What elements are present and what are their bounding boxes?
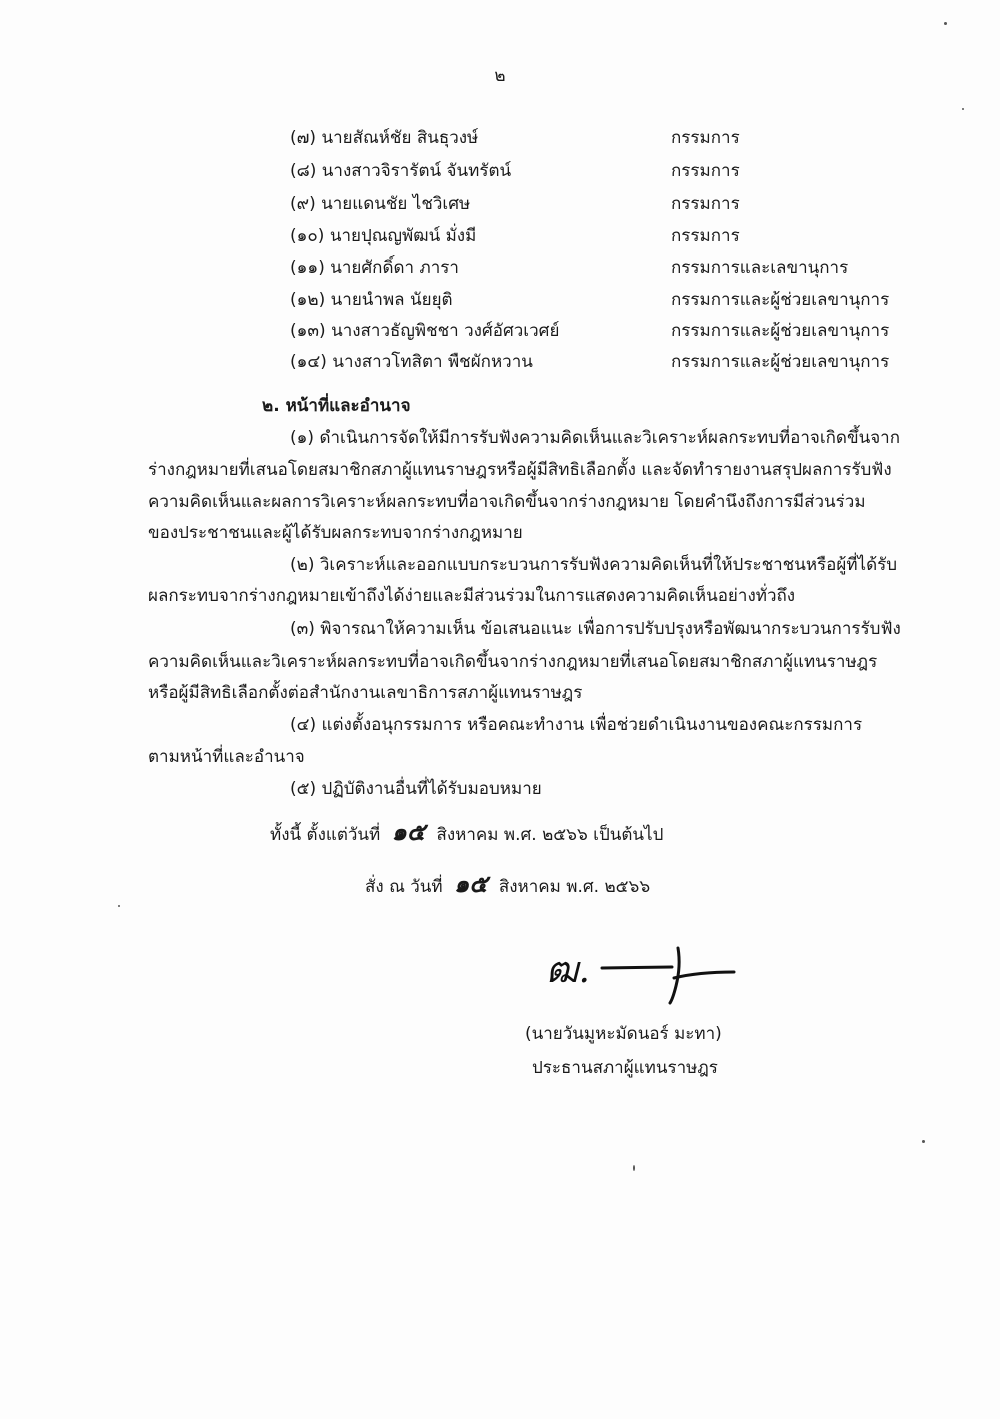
duty-3-line-1: (๓) พิจารณาให้ความเห็น ข้อเสนอแนะ เพื่อการปรับปรุงหรือพัฒนากระบวนการรับฟัง — [290, 619, 901, 639]
signer-name: (นายวันมูหะมัดนอร์ มะทา) — [525, 1024, 722, 1044]
member-name: (๘) นางสาวจิรารัตน์ จันทรัตน์ — [290, 161, 512, 181]
member-role: กรรมการและผู้ช่วยเลขานุการ — [671, 321, 890, 341]
member-name: (๑๒) นายนำพล นัยยุติ — [290, 290, 453, 310]
effective-date-suffix: สิงหาคม พ.ศ. ๒๕๖๖ เป็นต้นไป — [436, 825, 664, 845]
member-row — [0, 347, 1000, 377]
member-name: (๙) นายแดนชัย ไชวิเศษ — [290, 194, 471, 214]
handwritten-signature — [540, 940, 740, 1010]
order-date-day: ๑๕ — [454, 869, 488, 898]
page-number: ๒ — [494, 66, 506, 86]
duty-3-line-3: หรือผู้มีสิทธิเลือกตั้งต่อสำนักงานเลขาธิการสภาผู้แทนราษฎร — [148, 683, 583, 703]
signature-text: ฒ. — [546, 950, 590, 991]
order-date-prefix: สั่ง ณ วันที่ — [365, 877, 443, 897]
member-role: กรรมการ — [671, 128, 740, 148]
duty-1-line-4: ของประชาชนและผู้ได้รับผลกระทบจากร่างกฎหมาย — [148, 523, 523, 543]
duty-3-line-2: ความคิดเห็นและวิเคราะห์ผลกระทบที่อาจเกิดขึ้นจากร่างกฎหมายที่เสนอโดยสมาชิกสภาผู้แทนราษฎร — [148, 652, 878, 672]
duty-4-line-2: ตามหน้าที่และอำนาจ — [148, 747, 305, 767]
order-date-suffix: สิงหาคม พ.ศ. ๒๕๖๖ — [498, 877, 651, 897]
member-role: กรรมการและผู้ช่วยเลขานุการ — [671, 352, 890, 372]
effective-date-prefix: ทั้งนี้ ตั้งแต่วันที่ — [270, 825, 381, 845]
member-name: (๑๐) นายปุณญพัฒน์ มั่งมี — [290, 226, 477, 246]
member-row — [0, 316, 1000, 346]
order-date-line — [365, 864, 650, 903]
duty-2-line-2: ผลกระทบจากร่างกฎหมายเข้าถึงได้ง่ายและมีส่วนร่วมในการแสดงความคิดเห็นอย่างทั่วถึง — [148, 586, 796, 606]
scan-speck — [962, 108, 964, 110]
member-name: (๑๓) นางสาวธัญพิชชา วงศ์อัศวเวศย์ — [290, 321, 560, 341]
member-row — [0, 189, 1000, 219]
member-role: กรรมการและเลขานุการ — [671, 258, 849, 278]
scan-speck — [922, 1140, 925, 1143]
member-row — [0, 285, 1000, 315]
signer-title: ประธานสภาผู้แทนราษฎร — [532, 1058, 718, 1078]
scan-speck — [118, 905, 120, 907]
duty-2-line-1: (๒) วิเคราะห์และออกแบบกระบวนการรับฟังความคิดเห็นที่ให้ประชาชนหรือผู้ที่ได้รับ — [290, 555, 898, 575]
scan-speck — [633, 1165, 635, 1171]
member-name: (๗) นายสัณห์ชัย สินธุวงษ์ — [290, 128, 479, 148]
member-role: กรรมการ — [671, 226, 740, 246]
member-row — [0, 156, 1000, 186]
duty-1-line-1: (๑) ดำเนินการจัดให้มีการรับฟังความคิดเห็นและวิเคราะห์ผลกระทบที่อาจเกิดขึ้นจาก — [290, 428, 901, 448]
effective-date-day: ๑๕ — [391, 817, 426, 846]
member-role: กรรมการ — [671, 194, 740, 214]
effective-date-line — [270, 812, 663, 851]
member-row — [0, 123, 1000, 153]
duty-1-line-2: ร่างกฎหมายที่เสนอโดยสมาชิกสภาผู้แทนราษฎรหรือผู้มีสิทธิเลือกตั้ง และจัดทำรายงานสรุปผลการรับฟัง — [148, 460, 892, 480]
duty-1-line-3: ความคิดเห็นและผลการวิเคราะห์ผลกระทบที่อาจเกิดขึ้นจากร่างกฎหมาย โดยคำนึงถึงการมีส่วนร่วม — [148, 492, 866, 512]
section-heading: ๒. หน้าที่และอำนาจ — [262, 396, 411, 416]
member-role: กรรมการ — [671, 161, 740, 181]
scan-speck — [944, 22, 947, 25]
member-row — [0, 253, 1000, 283]
duty-4-line-1: (๔) แต่งตั้งอนุกรรมการ หรือคณะทำงาน เพื่อช่วยดำเนินงานของคณะกรรมการ — [290, 715, 863, 735]
duty-5-line-1: (๕) ปฏิบัติงานอื่นที่ได้รับมอบหมาย — [290, 779, 542, 799]
member-role: กรรมการและผู้ช่วยเลขานุการ — [671, 290, 890, 310]
member-name: (๑๔) นางสาวโทสิตา พืชผักหวาน — [290, 352, 533, 372]
member-row — [0, 221, 1000, 251]
member-name: (๑๑) นายศักดิ์ดา ภารา — [290, 258, 459, 278]
